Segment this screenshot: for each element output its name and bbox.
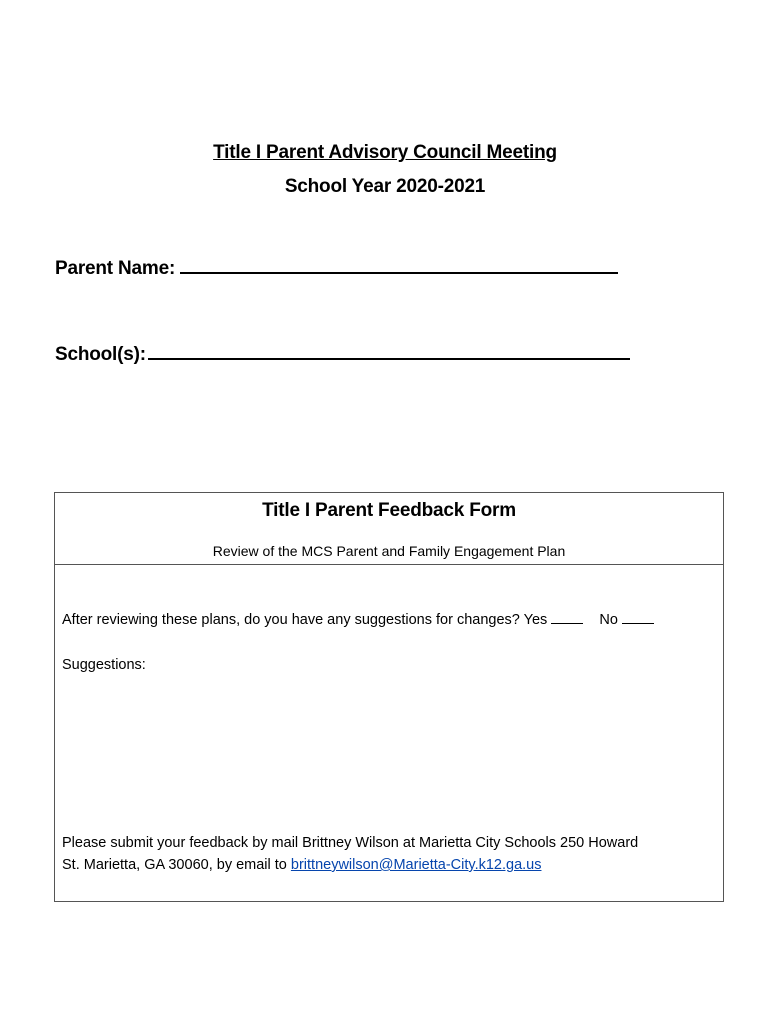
submit-text-prefix: St. Marietta, GA 30060, by email to: [62, 857, 287, 873]
feedback-form-subtitle: Review of the MCS Parent and Family Engagement Plan: [212, 543, 566, 559]
parent-name-label: Parent Name:: [55, 258, 176, 279]
suggestion-question: [62, 611, 654, 628]
document-title: Title I Parent Advisory Council Meeting: [213, 142, 557, 163]
feedback-form-box: [54, 492, 724, 902]
submit-instructions: [62, 832, 638, 876]
question-text: After reviewing these plans, do you have any suggestions for changes? Yes: [62, 612, 548, 628]
schools-blank[interactable]: [148, 342, 630, 360]
feedback-form-title: Title I Parent Feedback Form: [262, 500, 516, 521]
submit-text-line-1: Please submit your feedback by mail Brittney Wilson at Marietta City Schools 250 Howard: [62, 835, 639, 851]
schools-field: [55, 342, 630, 366]
email-link[interactable]: brittneywilson@Marietta-City.k12.ga.us: [290, 857, 542, 873]
school-year: School Year 2020-2021: [284, 176, 486, 197]
no-blank[interactable]: [622, 611, 654, 624]
parent-name-blank[interactable]: [180, 256, 618, 274]
no-label: No: [599, 612, 618, 628]
parent-name-field: [55, 256, 618, 280]
submit-text-line-2: [62, 854, 638, 876]
feedback-form-header: [55, 493, 723, 565]
yes-blank[interactable]: [551, 611, 583, 624]
schools-label: School(s):: [55, 344, 146, 365]
suggestions-label: Suggestions:: [62, 657, 146, 673]
